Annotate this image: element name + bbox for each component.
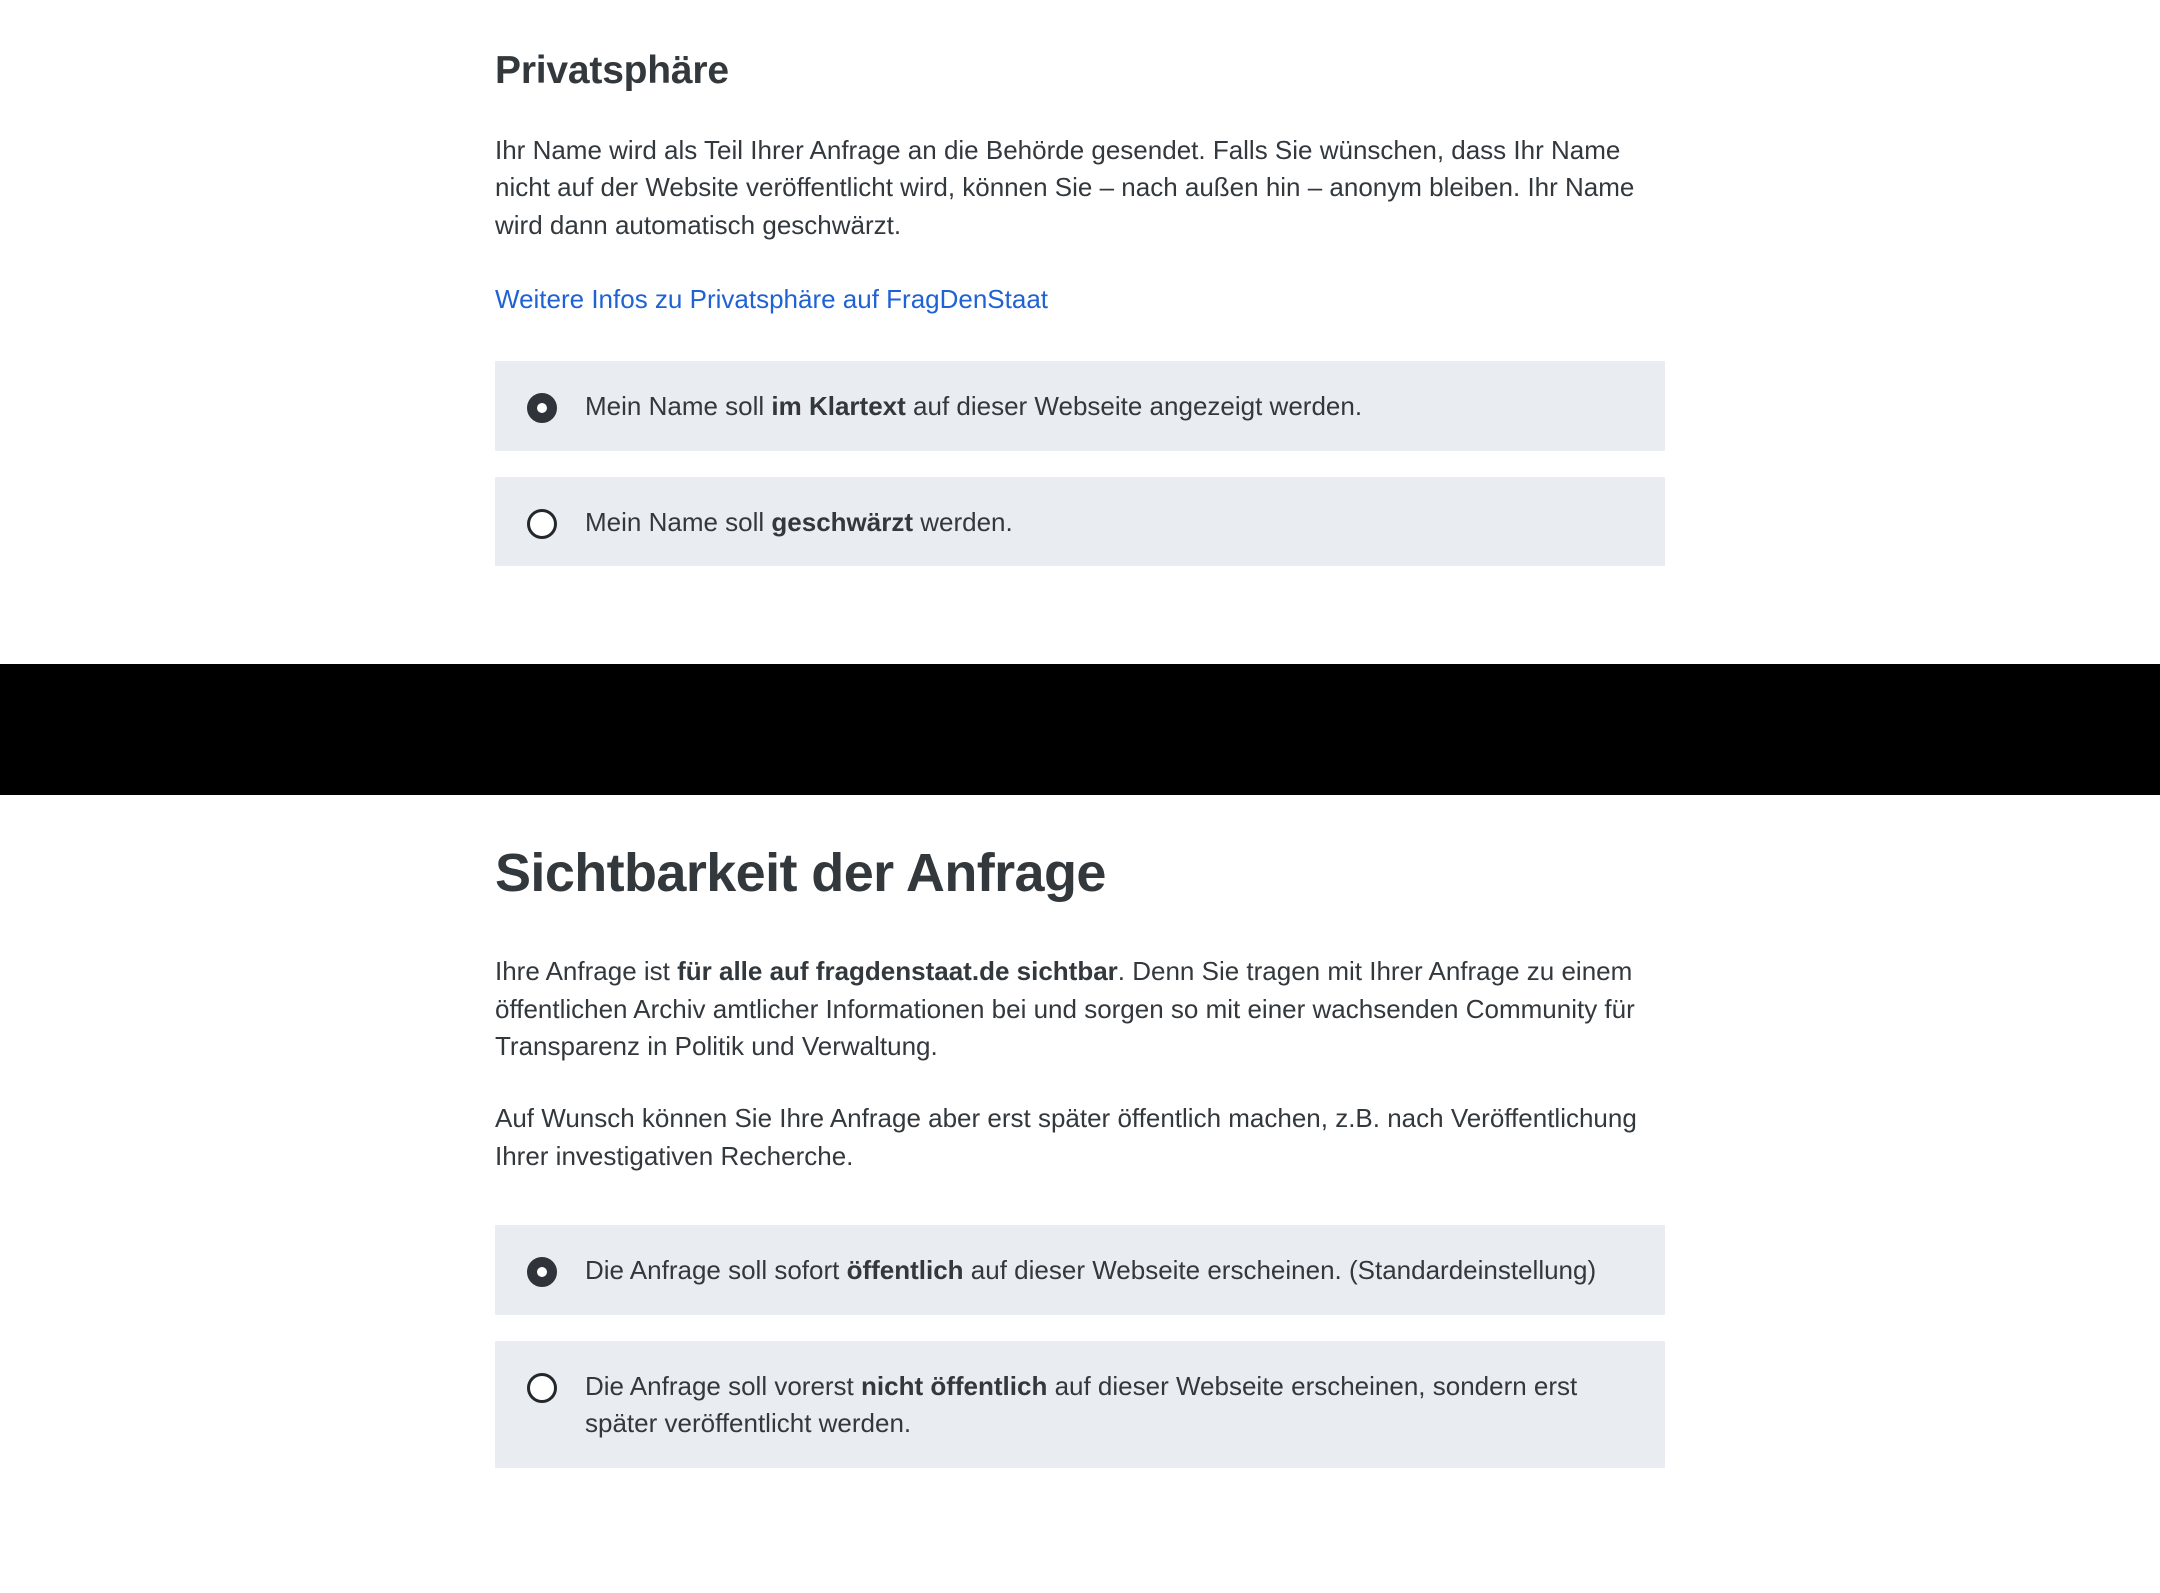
privacy-option-clear-name-label: [585, 387, 1362, 425]
option-text-bold: öffentlich: [846, 1255, 964, 1286]
privacy-option-clear-name[interactable]: [495, 361, 1665, 451]
privacy-heading: Privatsphäre: [495, 49, 729, 92]
option-text-bold: im Klartext: [771, 390, 906, 421]
black-divider-band: [0, 664, 2160, 795]
paragraph-text-bold: für alle auf fragdenstaat.de sichtbar: [677, 955, 1118, 986]
option-text-before: Die Anfrage soll sofort: [585, 1255, 847, 1286]
privacy-description: Ihr Name wird als Teil Ihrer Anfrage an die Behörde gesendet. Falls Sie wünschen, dass Ihr Name nicht auf der Website veröffentlicht wird, können Sie – nach außen hin – anonym bleiben. Ihr Name wird dann automatisch geschwärzt.: [495, 134, 1635, 241]
option-text-after: auf dieser Webseite angezeigt werden.: [905, 390, 1363, 421]
privacy-section: [0, 0, 2160, 592]
option-text-before: Die Anfrage soll vorerst: [585, 1371, 862, 1402]
visibility-description-2: Auf Wunsch können Sie Ihre Anfrage aber erst später öffentlich machen, z.B. nach Veröffentlichung Ihrer investigativen Recherche.: [495, 1102, 1637, 1171]
visibility-description-1: [495, 907, 1665, 1066]
paragraph-text-after: . Denn Sie tragen mit Ihrer Anfrage zu einem öffentlichen Archiv amtlicher Informationen bei und sorgen so mit einer wachsenden Community für Transparenz in Politik und Verwaltung.: [495, 955, 1635, 1062]
visibility-section: [0, 795, 2160, 1494]
visibility-option-public-now[interactable]: [495, 1225, 1665, 1315]
option-text-bold: geschwärzt: [771, 506, 914, 537]
privacy-option-redacted-name-label: [585, 503, 1013, 541]
option-text-bold: nicht öffentlich: [861, 1371, 1048, 1402]
radio-selected-icon[interactable]: [527, 1257, 557, 1287]
paragraph-text-before: Ihre Anfrage ist: [495, 955, 678, 986]
option-text-after: werden.: [913, 506, 1013, 537]
privacy-info-link[interactable]: Weitere Infos zu Privatsphäre auf FragDenStaat: [495, 283, 1049, 314]
option-text-after: auf dieser Webseite erscheinen. (Standardeinstellung): [963, 1255, 1597, 1286]
radio-unselected-icon[interactable]: [527, 1373, 557, 1403]
visibility-option-public-now-label: [585, 1251, 1596, 1289]
visibility-heading: Sichtbarkeit der Anfrage: [495, 843, 1106, 903]
option-text-before: Mein Name soll: [585, 506, 772, 537]
privacy-options-group: [495, 361, 2160, 567]
visibility-options-group: [495, 1225, 2160, 1468]
visibility-option-public-later-label: [585, 1367, 1635, 1442]
radio-selected-icon[interactable]: [527, 393, 557, 423]
radio-unselected-icon[interactable]: [527, 509, 557, 539]
privacy-option-redacted-name[interactable]: [495, 477, 1665, 567]
visibility-option-public-later[interactable]: [495, 1341, 1665, 1468]
option-text-after: auf dieser Webseite erscheinen, sondern erst später veröffentlicht werden.: [585, 1371, 1578, 1439]
option-text-before: Mein Name soll: [585, 390, 772, 421]
